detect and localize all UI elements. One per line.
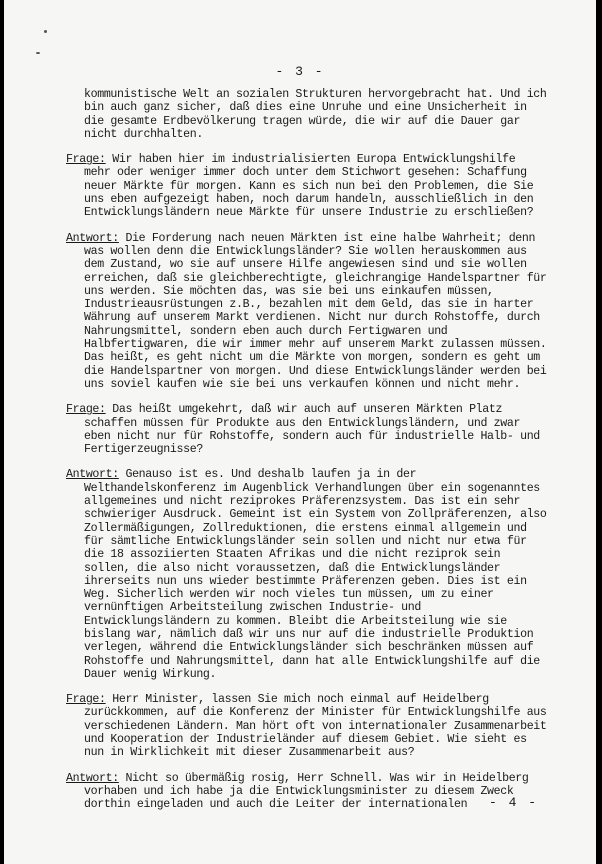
document-page [4, 0, 596, 864]
answer-paragraph [66, 468, 548, 681]
paragraph-text: Nicht so übermäßig rosig, Herr Schnell. Was wir in Heidelberg vorhaben und ich habe ja die Entwicklungsminister zu diesem Zweck dorthin eingeladen und auch die Leiter der internationalen [84, 771, 529, 812]
answer-paragraph [66, 232, 548, 392]
paragraph-text: Das heißt umgekehrt, daß wir auch auf unseren Märkten Platz schaffen müssen für Produkte aus den Entwicklungsländern, und zwar eben nicht nur für Rohstoffe, sondern auch für industrielle Halb- und Fertigerzeugnisse? [84, 403, 540, 457]
scan-speck [36, 52, 40, 54]
paragraph-text: Herr Minister, lassen Sie mich noch einmal auf Heidelberg zurückkommen, auf die Konferenz der Minister für Entwicklungshilfe aus verschiedenen Ländern. Man hört oft von internationaler Zusammenarbeit und Kooperation der Industrieländer auf diesem Gebiet. Wie sieht es nun in Wirklichkeit mit dieser Zusammenarbeit aus? [84, 693, 547, 760]
paragraph-text: Genauso ist es. Und deshalb laufen ja in der Welthandelskonferenz im Augenblick Verhandlungen über ein sogenanntes allgemeines und nicht reziprokes Präferenzsystem. Das ist ein sehr schwieriger Ausdruck. Gemeint ist ein System von Zollpräferenzen, also Zollermäßigungen, Zollreduktionen, die erstens einmal allgemein und für sämtliche Entwicklungsländer sein sollen und nicht nur etwa für die 18 assoziierten Staaten Afrikas und die nicht reziprok sein sollen, die also nicht voraussetzen, daß die Entwicklungsländer ihrerseits nun uns wieder bestimmte Präferenzen geben. Dies ist ein Weg. Sicherlich werden wir noch vieles tun müssen, um zu einer vernünftigen Arbeitsteilung zwischen Industrie- und Entwicklungsländern zu kommen. Bleibt die Arbeitsteilung wie sie bislang war, nämlich daß wir uns nur auf die industrielle Produktion verlegen, während die Entwicklungsländer sich beschränken müssen auf Rohstoffe und Nahrungsmittel, dann hat alle Entwicklungshilfe auf die Dauer wenig Wirkung. [84, 468, 547, 681]
question-paragraph [66, 153, 548, 219]
speaker-label: Frage: [66, 403, 106, 417]
speaker-label: Frage: [66, 153, 106, 167]
paragraph-text: Die Forderung nach neuen Märkten ist eine halbe Wahrheit; denn was wollen denn die Entwicklungsländer? Sie wollen herauskommen aus dem Zustand, wo sie auf unsere Hilfe angewiesen sind und sie wollen erreichen, daß sie gleichberechtigte, gleichrangige Handelspartner für uns werden. Sie möchten das, was sie bei uns einkaufen müssen, Industrieausrüstungen z.B., bezahlen mit dem Geld, das sie in harter Währung auf unserem Markt verdienen. Nicht nur durch Rohstoffe, durch Nahrungsmittel, sondern eben auch durch Fertigwaren und Halbfertigwaren, die wir immer mehr auf unserem Markt zulassen müssen. Das heißt, es geht nicht um die Märkte von morgen, sondern es geht um die Handelspartner von morgen. Und diese Entwicklungsländer werden bei uns soviel kaufen wie sie bei uns verkaufen können und nicht mehr. [84, 231, 547, 391]
speaker-label: Antwort: [66, 771, 119, 785]
continuation-paragraph: kommunistische Welt an sozialen Strukturen hervorgebracht hat. Und ich bin auch ganz sicher, daß dies eine Unruhe und eine Unsicherheit in die gesamte Erdbevölkerung tragen würde, die wir auf die Dauer gar nicht durchhalten. [84, 88, 547, 141]
page-number: - 3 - [275, 64, 325, 79]
paragraph-text: Wir haben hier im industrialisierten Europa Entwicklungshilfe mehr oder weniger immer doch unter dem Stichwort gesehen: Schaffung neuer Märkte für morgen. Kann es sich nun bei den Problemen, die Sie uns eben aufgezeigt haben, noch darum handeln, ausschließlich in den Entwicklungsländern neue Märkte für unsere Industrie zu erschließen? [84, 153, 534, 220]
question-paragraph [66, 403, 548, 456]
transcript-body [66, 88, 548, 824]
speaker-label: Antwort: [66, 468, 119, 482]
speaker-label: Frage: [66, 693, 106, 707]
answer-paragraph [66, 772, 548, 812]
speaker-label: Antwort: [66, 231, 119, 245]
next-page-marker: - 4 - [488, 795, 538, 810]
scan-speck [44, 30, 47, 33]
question-paragraph [66, 693, 548, 759]
